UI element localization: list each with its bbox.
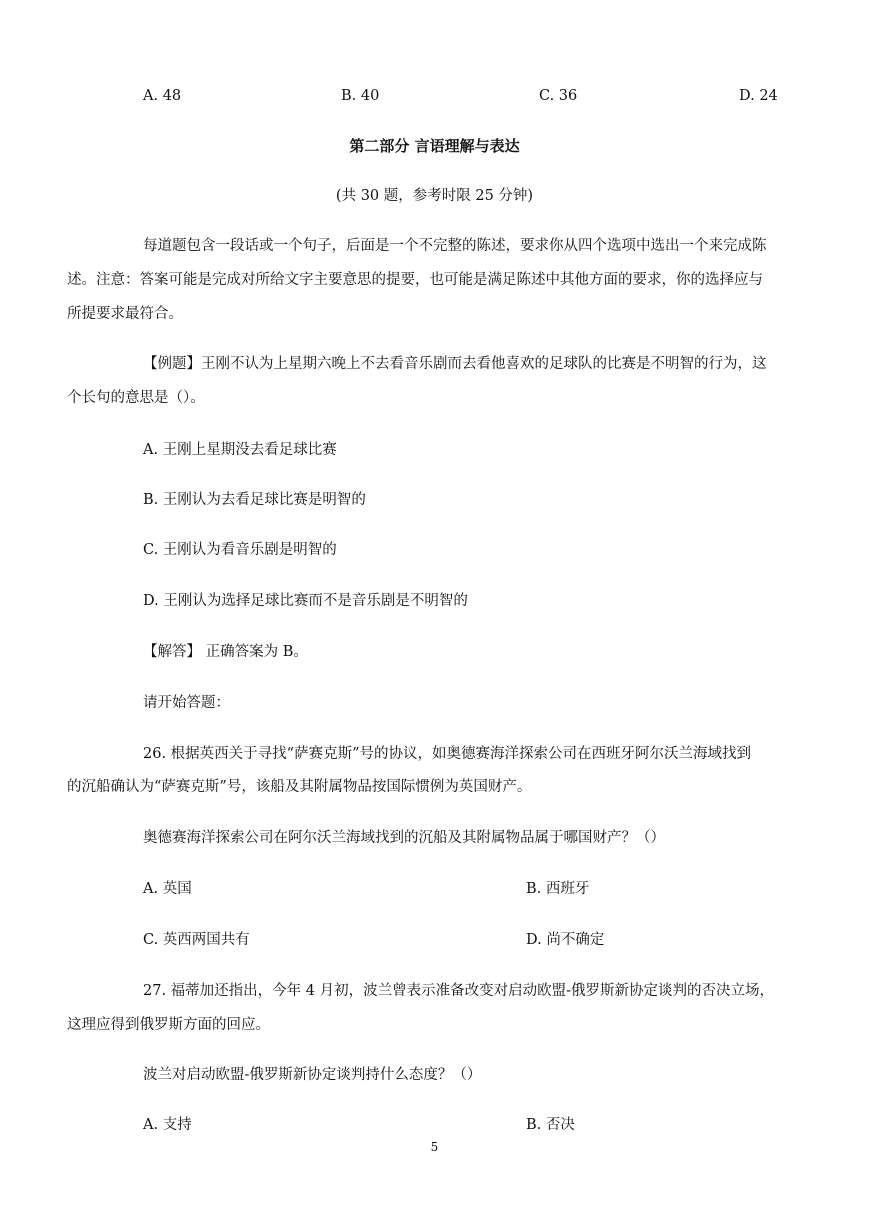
- question-27-stem: 27. 福蒂加还指出，今年 4 月初，波兰曾表示准备改变对启动欧盟-俄罗斯新协定谈判的否决立场，: [143, 983, 775, 999]
- question-27-option-b: B. 否决: [526, 1117, 575, 1133]
- example-answer: 【解答】 正确答案为 B。: [143, 644, 308, 660]
- question-27-stem: 这理应得到俄罗斯方面的回应。: [67, 1017, 270, 1033]
- question-26-stem: 26. 根据英西关于寻找“萨赛克斯”号的协议，如奥德赛海洋探索公司在西班牙阿尔沃兰海域找到: [143, 746, 751, 762]
- question-27-question: 波兰对启动欧盟-俄罗斯新协定谈判持什么态度？（）: [143, 1067, 482, 1083]
- question-27-option-a: A. 支持: [143, 1117, 192, 1133]
- instructions-line: 所提要求最符合。: [67, 306, 183, 322]
- question-26-option-a: A. 英国: [143, 881, 192, 897]
- example-option-d: D. 王刚认为选择足球比赛而不是音乐剧是不明智的: [143, 593, 468, 609]
- question-26-question: 奥德赛海洋探索公司在阿尔沃兰海域找到的沉船及其附属物品属于哪国财产？（）: [143, 830, 665, 846]
- prev-option-d: D. 24: [739, 88, 778, 104]
- question-26-option-b: B. 西班牙: [526, 881, 590, 897]
- example-stem-line: 【例题】王刚不认为上星期六晚上不去看音乐剧而去看他喜欢的足球队的比赛是不明智的行为，这: [143, 356, 767, 372]
- question-26-option-c: C. 英西两国共有: [143, 932, 250, 948]
- instructions-line: 述。注意：答案可能是完成对所给文字主要意思的提要，也可能是满足陈述中其他方面的要求，你的选择应与: [67, 272, 763, 288]
- page-number: 5: [430, 1140, 439, 1154]
- start-prompt: 请开始答题：: [143, 695, 230, 711]
- example-option-c: C. 王刚认为看音乐剧是明智的: [143, 542, 337, 558]
- example-stem-line: 个长句的意思是（）。: [67, 390, 205, 406]
- question-26-stem: 的沉船确认为“萨赛克斯”号，该船及其附属物品按国际惯例为英国财产。: [67, 779, 532, 795]
- prev-option-c: C. 36: [539, 88, 578, 104]
- prev-option-a: A. 48: [143, 88, 182, 104]
- section-title: 第二部分 言语理解与表达: [349, 137, 520, 155]
- example-option-a: A. 王刚上星期没去看足球比赛: [143, 442, 337, 458]
- question-26-option-d: D. 尚不确定: [526, 932, 605, 948]
- instructions-line: 每道题包含一段话或一个句子，后面是一个不完整的陈述，要求你从四个选项中选出一个来完成陈: [143, 238, 767, 254]
- prev-option-b: B. 40: [341, 88, 380, 104]
- section-subtitle: (共 30 题，参考时限 25 分钟): [335, 188, 534, 204]
- example-option-b: B. 王刚认为去看足球比赛是明智的: [143, 492, 366, 508]
